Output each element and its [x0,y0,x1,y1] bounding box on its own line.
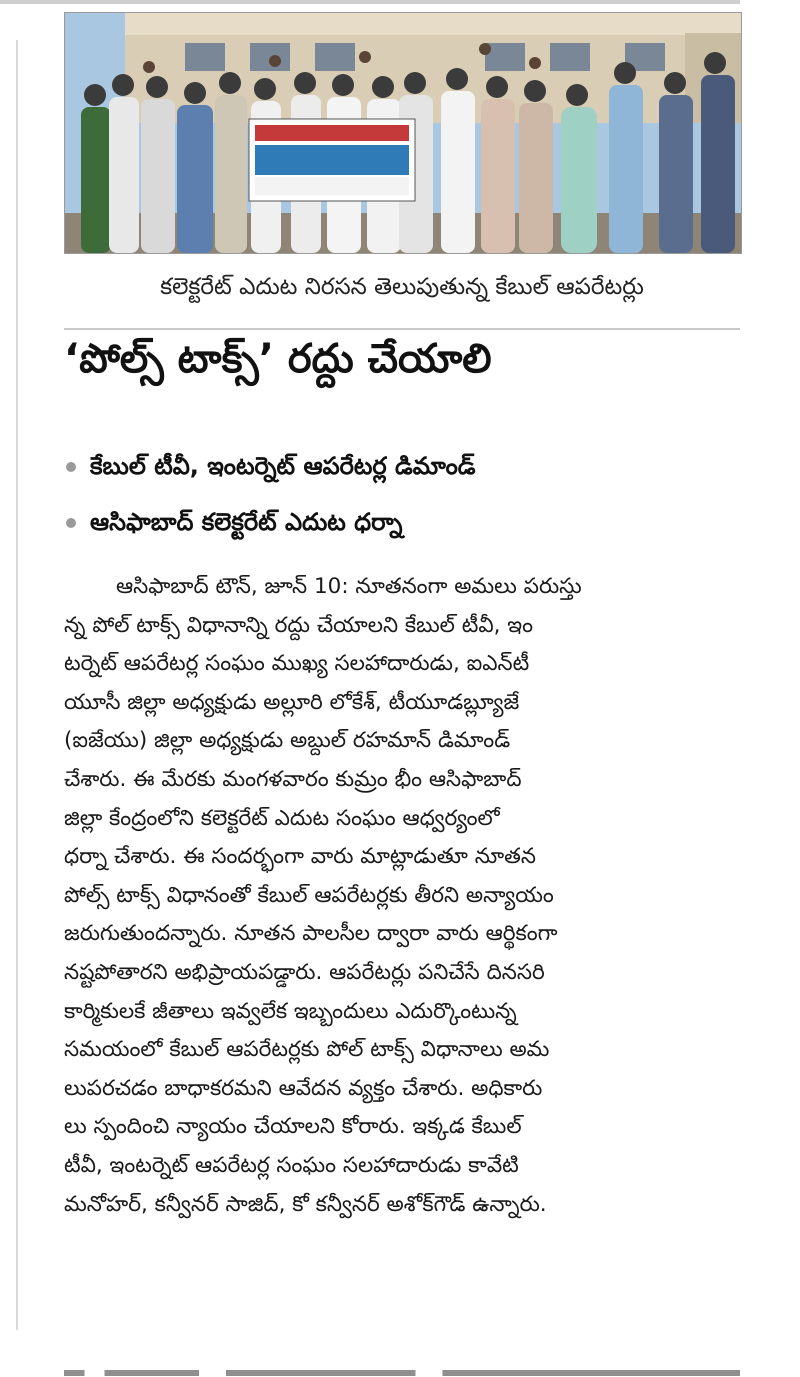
body-line: లు స్పందించి న్యాయం చేయాలని కోరారు. ఇక్కడ కేబుల్ [64,1114,522,1140]
subhead-bullet-1 [66,452,740,486]
bullet-dot-icon [66,462,76,472]
caption-divider [64,328,740,330]
article-body [64,568,740,1224]
body-line: లుపరచడం బాధాకరమని ఆవేదన వ్యక్తం చేశారు. అధికారు [64,1075,543,1101]
bullet-dot-icon [66,518,76,528]
body-line: పోల్స్ టాక్స్ విధానంతో కేబుల్ ఆపరేటర్లకు తీరని అన్యాయం [64,882,554,908]
body-line: టీవీ, ఇంటర్నెట్ ఆపరేటర్ల సంఘం సలహాదారుడు కావేటి [64,1152,519,1178]
body-line: టర్నెట్ ఆపరేటర్ల సంఘం ముఖ్య సలహాదారుడు, ఐఎన్‌టీ [64,651,530,677]
body-line: న్న పోల్ టాక్స్ విధానాన్ని రద్దు చేయాలని కేబుల్ టీవీ, ఇం [64,612,534,638]
photo-caption: కలెక్టరేట్ ఎదుట నిరసన తెలుపుతున్న కేబుల్ ఆపరేటర్లు [160,274,644,300]
body-line: కార్మికులకే జీతాలు ఇవ్వలేక ఇబ్బందులు ఎదుర్కొంటున్న [64,998,517,1024]
body-line: జిల్లా కేంద్రంలోని కలెక్టరేట్ ఎదుట సంఘం ఆధ్వర్యంలో [64,805,500,831]
subhead-text: కేబుల్ టీవీ, ఇంటర్నెట్ ఆపరేటర్ల డిమాండ్ [90,452,476,480]
subhead-text: ఆసిఫాబాద్ కలెక్టరేట్ ఎదుట ధర్నా [90,508,403,536]
body-line: నష్టపోతారని అభిప్రాయపడ్డారు. ఆపరేటర్లు పనిచేసే దినసరి [64,959,545,985]
body-line: (ఐజేయు) జిల్లా అధ్యక్షుడు అబ్దుల్ రహమాన్ డిమాండ్ [64,728,511,754]
body-line: ధర్నా చేశారు. ఈ సందర్భంగా వారు మాట్లాడుతూ నూతన [64,844,536,870]
body-line: ఆసిఫాబాద్ టౌన్, జూన్ 10: నూతనంగా అమలు పరుస్తు [116,574,582,599]
body-line: యూసీ జిల్లా అధ్యక్షుడు అల్లూరి లోకేశ్, టీయూడబ్ల్యూజే [64,689,520,715]
protest-photo [64,12,742,254]
body-line: జరుగుతుందన్నారు. నూతన పాలసీల ద్వారా వారు ఆర్థికంగా [64,921,558,947]
body-line: మనోహర్, కన్వీనర్ సాజిద్, కో కన్వీనర్ అశోక్‌గౌడ్ ఉన్నారు. [64,1191,547,1217]
subhead-bullet-2 [66,508,740,542]
body-line: చేశారు. ఈ మేరకు మంగళవారం కుమ్రం భీం ఆసిఫాబాద్ [64,766,522,792]
next-article-clipped-text [64,1362,740,1377]
left-column-rule [16,40,18,1330]
protest-banner [249,119,415,201]
top-rule [0,0,740,4]
body-line: సమయంలో కేబుల్ ఆపరేటర్లకు పోల్ టాక్స్ విధానాలు అమ [64,1037,550,1063]
article-headline: ‘పోల్స్ టాక్స్’ రద్దు చేయాలి [64,336,492,382]
